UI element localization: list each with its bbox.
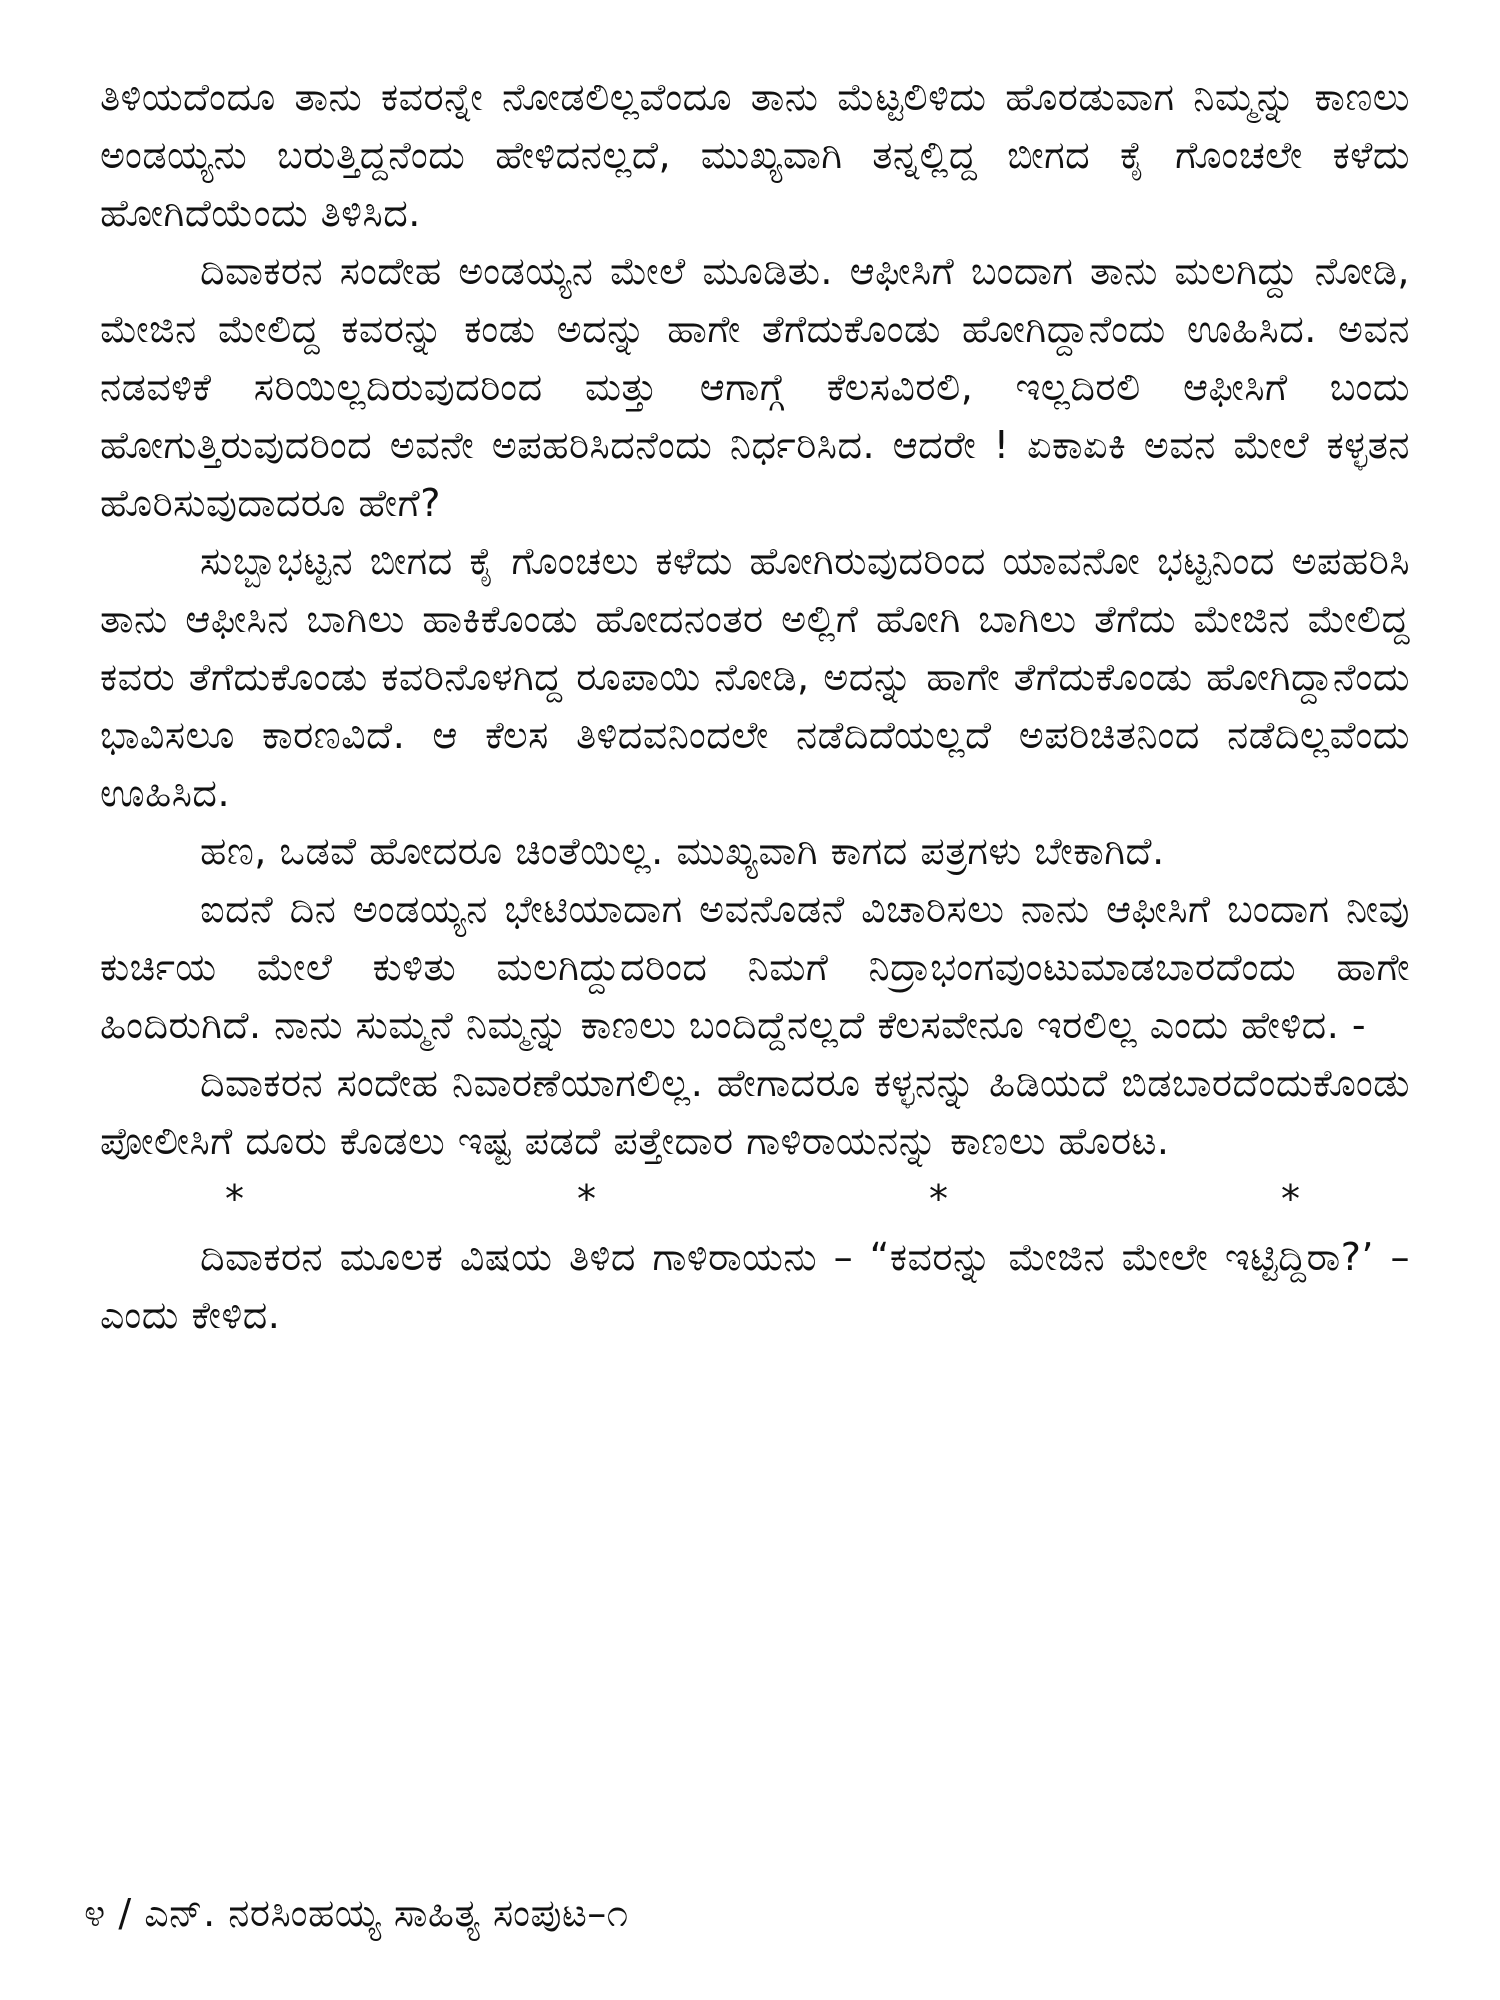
paragraph-4: ಹಣ, ಒಡವೆ ಹೋದರೂ ಚಿಂತೆಯಿಲ್ಲ. ಮುಖ್ಯವಾಗಿ ಕಾಗದ ಪತ್ರಗಳು ಬೇಕಾಗಿದೆ. xyxy=(200,829,1165,873)
section-break-star: * xyxy=(577,1177,596,1221)
paragraph-2: ದಿವಾಕರನ ಸಂದೇಹ ಅಂಡಯ್ಯನ ಮೇಲೆ ಮೂಡಿತು. ಆಫೀಸಿಗೆ ಬಂದಾಗ ತಾನು ಮಲಗಿದ್ದು ನೋಡಿ, ಮೇಜಿನ ಮೇಲಿದ್ದ ಕವರನ್ನು ಕಂಡು ಅದನ್ನು ಹಾಗೇ ತೆಗೆದುಕೊಂಡು ಹೋಗಿದ್ದಾನೆಂದು ಊಹಿಸಿದ. ಅವನ ನಡವಳಿಕೆ ಸರಿಯಿಲ್ಲದಿರುವುದರಿಂದ ಮತ್ತು ಆಗಾಗ್ಗೆ ಕೆಲಸವಿರಲಿ, ಇಲ್ಲದಿರಲಿ ಆಫೀಸಿಗೆ ಬಂದು ಹೋಗುತ್ತಿರುವುದರಿಂದ ಅವನೇ ಅಪಹರಿಸಿದನೆಂದು ನಿರ್ಧರಿಸಿದ. ಆದರೇ ! ಏಕಾಏಕಿ ಅವನ ಮೇಲೆ ಕಳ್ಳತನ ಹೊರಿಸುವುದಾದರೂ ಹೇಗೆ? xyxy=(100,249,1410,525)
paragraph-5: ಐದನೆ ದಿನ ಅಂಡಯ್ಯನ ಭೇಟಿಯಾದಾಗ ಅವನೊಡನೆ ವಿಚಾರಿಸಲು ನಾನು ಆಫೀಸಿಗೆ ಬಂದಾಗ ನೀವು ಕುರ್ಚಿಯ ಮೇಲೆ ಕುಳಿತು ಮಲಗಿದ್ದುದರಿಂದ ನಿಮಗೆ ನಿದ್ರಾಭಂಗವುಂಟುಮಾಡಬಾರದೆಂದು ಹಾಗೇ ಹಿಂದಿರುಗಿದೆ. ನಾನು ಸುಮ್ಮನೆ ನಿಮ್ಮನ್ನು ಕಾಣಲು ಬಂದಿದ್ದೆನಲ್ಲದೆ ಕೆಲಸವೇನೂ ಇರಲಿಲ್ಲ ಎಂದು ಹೇಳಿದ. - xyxy=(100,887,1410,1047)
page-footer: ೪ / ಎನ್. ನರಸಿಂಹಯ್ಯ ಸಾಹಿತ್ಯ ಸಂಪುಟ–೧ xyxy=(84,1891,629,1935)
section-break-star: * xyxy=(929,1177,948,1221)
page-body xyxy=(100,68,1410,1344)
paragraph-6: ದಿವಾಕರನ ಸಂದೇಹ ನಿವಾರಣೆಯಾಗಲಿಲ್ಲ. ಹೇಗಾದರೂ ಕಳ್ಳನನ್ನು ಹಿಡಿಯದೆ ಬಿಡಬಾರದೆಂದುಕೊಂಡು ಪೋಲೀಸಿಗೆ ದೂರು ಕೊಡಲು ಇಷ್ಟ ಪಡದೆ ಪತ್ತೇದಾರ ಗಾಳಿರಾಯನನ್ನು ಕಾಣಲು ಹೊರಟ. xyxy=(100,1061,1410,1163)
paragraph-7: ದಿವಾಕರನ ಮೂಲಕ ವಿಷಯ ತಿಳಿದ ಗಾಳಿರಾಯನು – “ಕವರನ್ನು ಮೇಜಿನ ಮೇಲೇ ಇಟ್ಟಿದ್ದಿರಾ?’ – ಎಂದು ಕೇಳಿದ. xyxy=(100,1235,1410,1337)
section-break-star: * xyxy=(1281,1177,1300,1221)
paragraph-1: ತಿಳಿಯದೆಂದೂ ತಾನು ಕವರನ್ನೇ ನೋಡಲಿಲ್ಲವೆಂದೂ ತಾನು ಮೆಟ್ಟಲಿಳಿದು ಹೊರಡುವಾಗ ನಿಮ್ಮನ್ನು ಕಾಣಲು ಅಂಡಯ್ಯನು ಬರುತ್ತಿದ್ದನೆಂದು ಹೇಳಿದನಲ್ಲದೆ, ಮುಖ್ಯವಾಗಿ ತನ್ನಲ್ಲಿದ್ದ ಬೀಗದ ಕೈ ಗೊಂಚಲೇ ಕಳೆದು ಹೋಗಿದೆಯೆಂದು ತಿಳಿಸಿದ. xyxy=(100,75,1410,235)
paragraph-3: ಸುಬ್ಬಾಭಟ್ಟನ ಬೀಗದ ಕೈ ಗೊಂಚಲು ಕಳೆದು ಹೋಗಿರುವುದರಿಂದ ಯಾವನೋ ಭಟ್ಟನಿಂದ ಅಪಹರಿಸಿ ತಾನು ಆಫೀಸಿನ ಬಾಗಿಲು ಹಾಕಿಕೊಂಡು ಹೋದನಂತರ ಅಲ್ಲಿಗೆ ಹೋಗಿ ಬಾಗಿಲು ತೆಗೆದು ಮೇಜಿನ ಮೇಲಿದ್ದ ಕವರು ತೆಗೆದುಕೊಂಡು ಕವರಿನೊಳಗಿದ್ದ ರೂಪಾಯಿ ನೋಡಿ, ಅದನ್ನು ಹಾಗೇ ತೆಗೆದುಕೊಂಡು ಹೋಗಿದ್ದಾನೆಂದು ಭಾವಿಸಲೂ ಕಾರಣವಿದೆ. ಆ ಕೆಲಸ ತಿಳಿದವನಿಂದಲೇ ನಡೆದಿದೆಯಲ್ಲದೆ ಅಪರಿಚಿತನಿಂದ ನಡೆದಿಲ್ಲವೆಂದು ಊಹಿಸಿದ. xyxy=(100,539,1410,815)
section-break-star: * xyxy=(225,1177,244,1221)
section-break xyxy=(100,1170,1410,1228)
